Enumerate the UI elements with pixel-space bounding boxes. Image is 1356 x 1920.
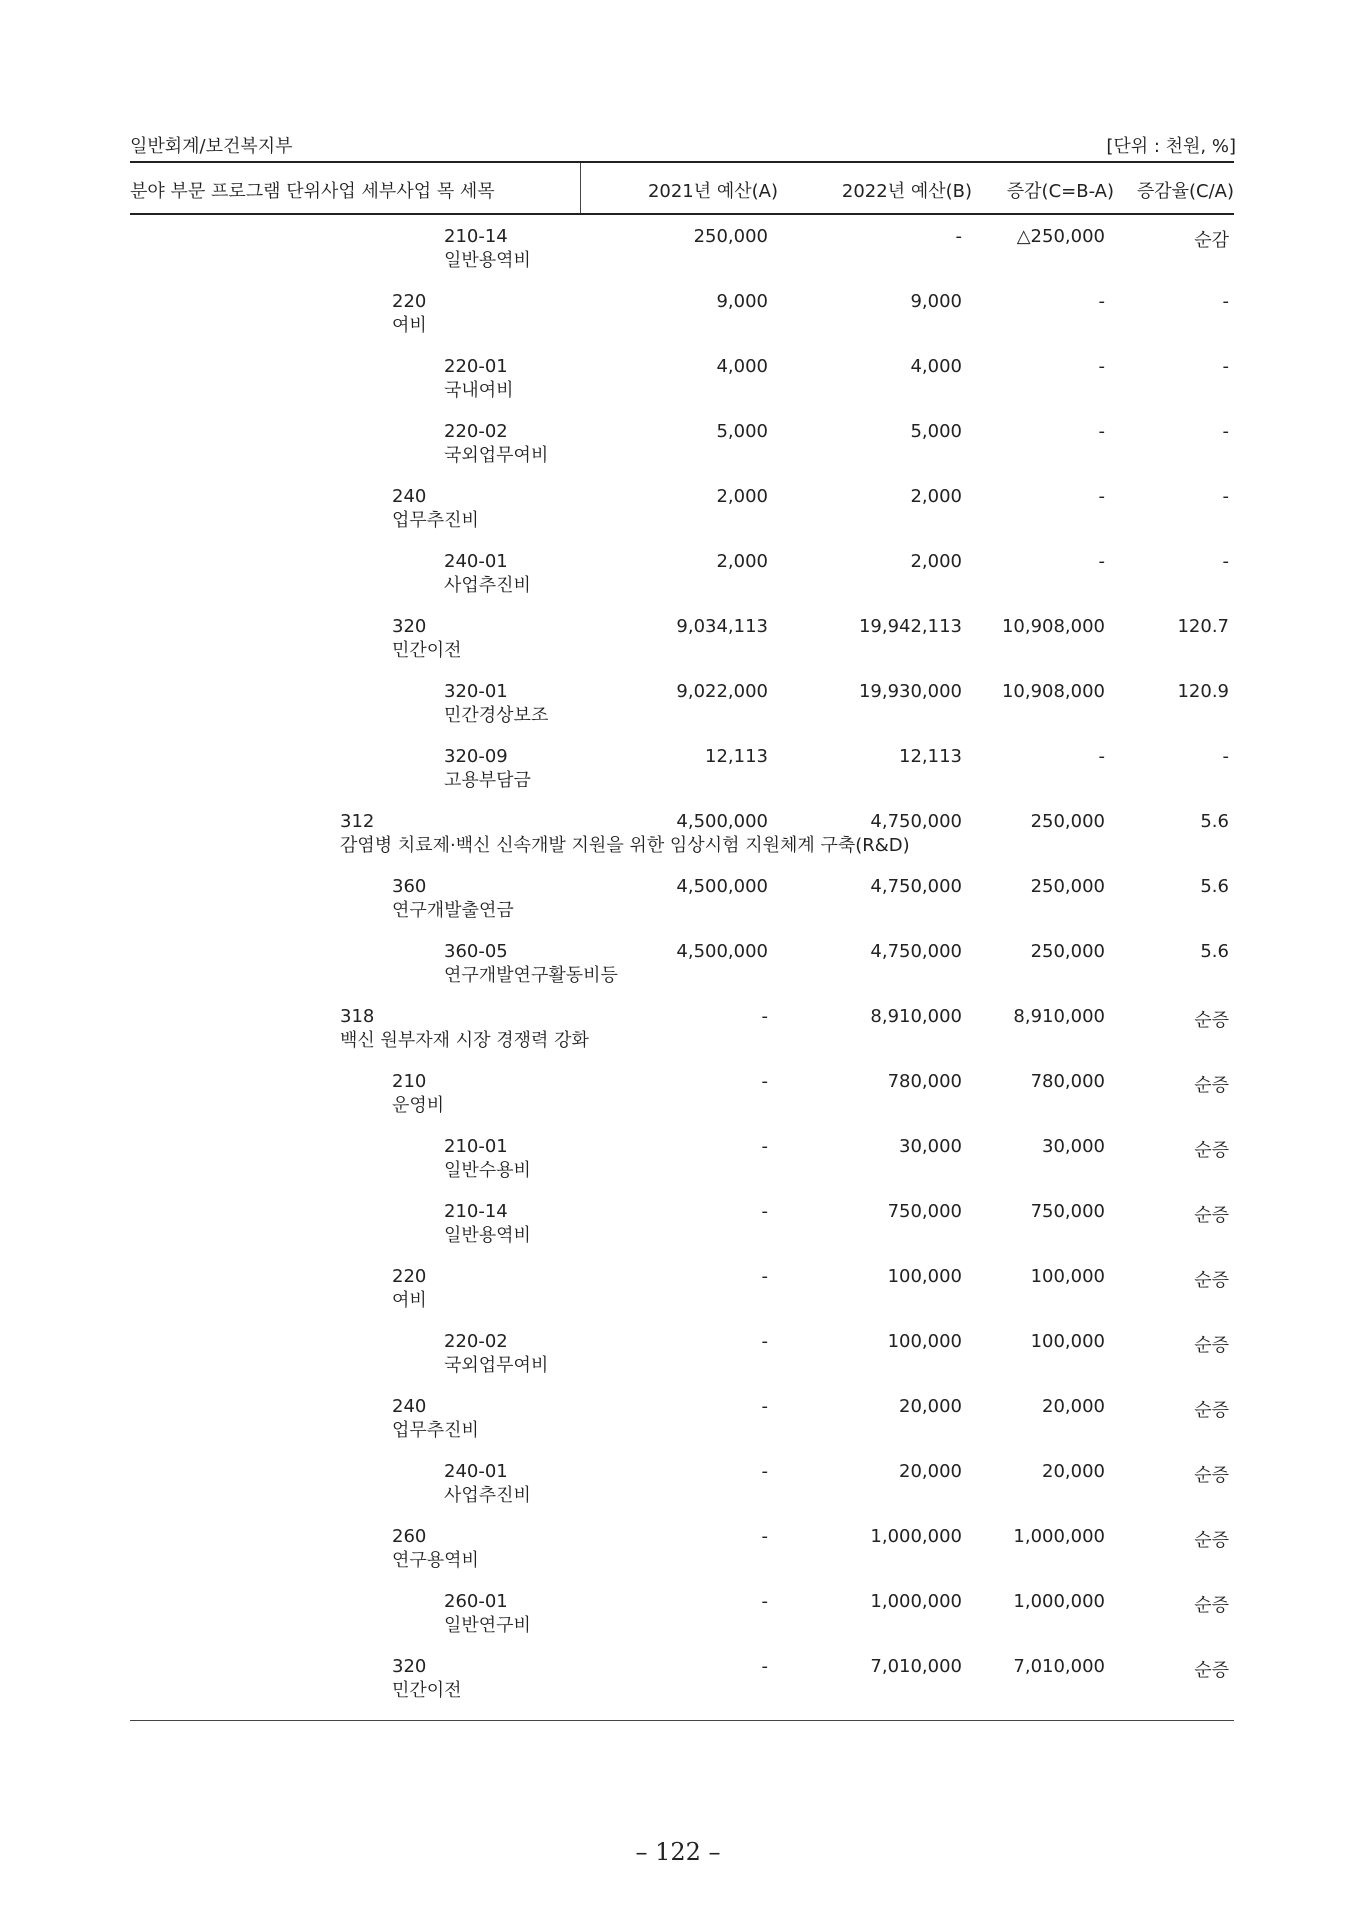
table-header [130,163,1234,213]
amount-2022: 20,000 [899,1396,962,1417]
item-code: 210-14 [444,1201,508,1222]
item-name: 일반용역비 [444,1225,531,1246]
amount-2022: 7,010,000 [870,1656,962,1677]
header-2022: 2022년 예산(B) [841,181,972,202]
amount-2021: - [761,1201,768,1222]
item-name: 여비 [392,315,427,336]
item-name: 운영비 [392,1095,445,1116]
amount-2022: 5,000 [910,421,962,442]
item-code: 240-01 [444,1461,508,1482]
table-row [0,1124,1356,1189]
amount-diff: 10,908,000 [1001,681,1105,702]
amount-2022: 4,000 [910,356,962,377]
item-name: 감염병 치료제·백신 신속개발 지원을 위한 임상시험 지원체계 구축(R&D) [340,835,910,856]
table-row [0,1319,1356,1384]
item-code: 210-01 [444,1136,508,1157]
table-row [0,929,1356,994]
change-rate: 순감 [1194,230,1229,251]
item-name: 일반용역비 [444,250,531,271]
table-row [0,1449,1356,1514]
amount-2022: 19,942,113 [858,616,962,637]
item-name: 업무추진비 [392,1420,479,1441]
amount-2021: - [761,1006,768,1027]
change-rate: 순증 [1194,1270,1229,1291]
amount-2022: 4,750,000 [870,811,962,832]
amount-diff: 780,000 [1030,1071,1105,1092]
change-rate: 순증 [1194,1400,1229,1421]
change-rate: - [1222,291,1229,312]
unit-caption: [단위 : 천원, %] [1106,136,1236,157]
item-name: 여비 [392,1290,427,1311]
change-rate: 순증 [1194,1595,1229,1616]
change-rate: 순증 [1194,1660,1229,1681]
item-name: 연구개발출연금 [392,900,514,921]
item-code: 240 [392,486,427,507]
change-rate: 120.7 [1177,616,1229,637]
change-rate: 순증 [1194,1010,1229,1031]
table-row [0,214,1356,279]
table-row [0,1644,1356,1709]
amount-diff: 250,000 [1030,941,1105,962]
header-rate: 증감율(C/A) [1136,181,1234,202]
amount-2021: - [761,1656,768,1677]
table-row [0,604,1356,669]
header-divider [580,163,581,215]
amount-2022: 1,000,000 [870,1526,962,1547]
change-rate: - [1222,356,1229,377]
table-row [0,539,1356,604]
item-name: 국외업무여비 [444,445,549,466]
amount-2022: 2,000 [910,486,962,507]
amount-2022: 9,000 [910,291,962,312]
table-row [0,1189,1356,1254]
amount-2021: 4,500,000 [676,811,768,832]
item-name: 일반연구비 [444,1615,531,1636]
header-2021: 2021년 예산(A) [647,181,778,202]
amount-2021: - [761,1136,768,1157]
amount-2021: - [761,1266,768,1287]
amount-2022: 100,000 [887,1331,962,1352]
item-name: 민간이전 [392,1680,462,1701]
item-name: 사업추진비 [444,1485,531,1506]
item-code: 240 [392,1396,427,1417]
item-code: 210 [392,1071,427,1092]
amount-diff: 100,000 [1030,1331,1105,1352]
item-name: 민간경상보조 [444,705,549,726]
item-name: 업무추진비 [392,510,479,531]
amount-2021: - [761,1526,768,1547]
item-code: 220-01 [444,356,508,377]
amount-diff: 10,908,000 [1001,616,1105,637]
amount-2022: 19,930,000 [858,681,962,702]
amount-2021: 9,034,113 [676,616,768,637]
amount-2022: 750,000 [887,1201,962,1222]
change-rate: - [1222,551,1229,572]
item-code: 220 [392,291,427,312]
table-row [0,1384,1356,1449]
change-rate: 순증 [1194,1530,1229,1551]
change-rate: - [1222,421,1229,442]
amount-diff: 250,000 [1030,876,1105,897]
table-row [0,1254,1356,1319]
amount-2021: - [761,1331,768,1352]
item-code: 260-01 [444,1591,508,1612]
amount-2022: - [955,226,962,247]
item-name: 민간이전 [392,640,462,661]
table-row [0,734,1356,799]
table-row [0,669,1356,734]
change-rate: 5.6 [1200,876,1229,897]
amount-diff: 20,000 [1042,1396,1105,1417]
item-name: 국외업무여비 [444,1355,549,1376]
item-name: 국내여비 [444,380,514,401]
header-diff: 증감(C=B-A) [1006,181,1114,202]
amount-2021: 9,000 [716,291,768,312]
amount-diff: 1,000,000 [1013,1526,1105,1547]
amount-2021: - [761,1591,768,1612]
header-classification: 분야 부문 프로그램 단위사업 세부사업 목 세목 [130,181,495,202]
table-row [0,994,1356,1059]
item-code: 220-02 [444,421,508,442]
amount-2022: 8,910,000 [870,1006,962,1027]
amount-2022: 30,000 [899,1136,962,1157]
item-code: 360 [392,876,427,897]
item-code: 318 [340,1006,375,1027]
item-code: 320-01 [444,681,508,702]
amount-2021: 4,500,000 [676,941,768,962]
amount-2021: 4,000 [716,356,768,377]
amount-2022: 780,000 [887,1071,962,1092]
amount-2022: 4,750,000 [870,941,962,962]
item-code: 312 [340,811,375,832]
amount-diff: 100,000 [1030,1266,1105,1287]
amount-2021: 5,000 [716,421,768,442]
amount-diff: - [1098,356,1105,377]
amount-diff: 1,000,000 [1013,1591,1105,1612]
amount-diff: △250,000 [1016,226,1105,247]
change-rate: 순증 [1194,1075,1229,1096]
item-name: 백신 원부자재 시장 경쟁력 강화 [340,1030,589,1051]
item-name: 일반수용비 [444,1160,531,1181]
table-row [0,799,1356,864]
amount-2022: 20,000 [899,1461,962,1482]
amount-2021: - [761,1461,768,1482]
table-row [0,279,1356,344]
table-row [0,1514,1356,1579]
item-code: 240-01 [444,551,508,572]
change-rate: - [1222,746,1229,767]
amount-diff: - [1098,551,1105,572]
change-rate: 순증 [1194,1205,1229,1226]
amount-diff: 20,000 [1042,1461,1105,1482]
amount-2021: 2,000 [716,486,768,507]
amount-2021: 2,000 [716,551,768,572]
item-code: 360-05 [444,941,508,962]
account-caption: 일반회계/보건복지부 [130,136,293,157]
amount-2022: 4,750,000 [870,876,962,897]
item-code: 210-14 [444,226,508,247]
item-code: 320 [392,1656,427,1677]
item-name: 사업추진비 [444,575,531,596]
table-row [0,474,1356,539]
table-row [0,1579,1356,1644]
amount-diff: - [1098,291,1105,312]
amount-diff: 250,000 [1030,811,1105,832]
amount-2022: 100,000 [887,1266,962,1287]
change-rate: 순증 [1194,1465,1229,1486]
change-rate: 순증 [1194,1335,1229,1356]
table-row [0,1059,1356,1124]
item-name: 고용부담금 [444,770,531,791]
amount-diff: 8,910,000 [1013,1006,1105,1027]
item-code: 220-02 [444,1331,508,1352]
table-bottom-rule [130,1720,1234,1721]
amount-2021: - [761,1396,768,1417]
amount-2021: 12,113 [705,746,768,767]
change-rate: 순증 [1194,1140,1229,1161]
amount-2022: 12,113 [899,746,962,767]
amount-diff: 30,000 [1042,1136,1105,1157]
item-code: 220 [392,1266,427,1287]
amount-2021: 4,500,000 [676,876,768,897]
change-rate: 5.6 [1200,941,1229,962]
amount-2021: 9,022,000 [676,681,768,702]
amount-diff: - [1098,746,1105,767]
change-rate: 5.6 [1200,811,1229,832]
amount-diff: 7,010,000 [1013,1656,1105,1677]
change-rate: 120.9 [1177,681,1229,702]
item-code: 320 [392,616,427,637]
item-code: 320-09 [444,746,508,767]
table-row [0,864,1356,929]
amount-2022: 2,000 [910,551,962,572]
amount-diff: - [1098,486,1105,507]
page-number: – 122 – [635,1838,721,1866]
table-row [0,409,1356,474]
item-code: 260 [392,1526,427,1547]
item-name: 연구용역비 [392,1550,479,1571]
amount-diff: 750,000 [1030,1201,1105,1222]
amount-2021: 250,000 [693,226,768,247]
amount-diff: - [1098,421,1105,442]
item-name: 연구개발연구활동비등 [444,965,618,986]
change-rate: - [1222,486,1229,507]
table-row [0,344,1356,409]
amount-2021: - [761,1071,768,1092]
amount-2022: 1,000,000 [870,1591,962,1612]
